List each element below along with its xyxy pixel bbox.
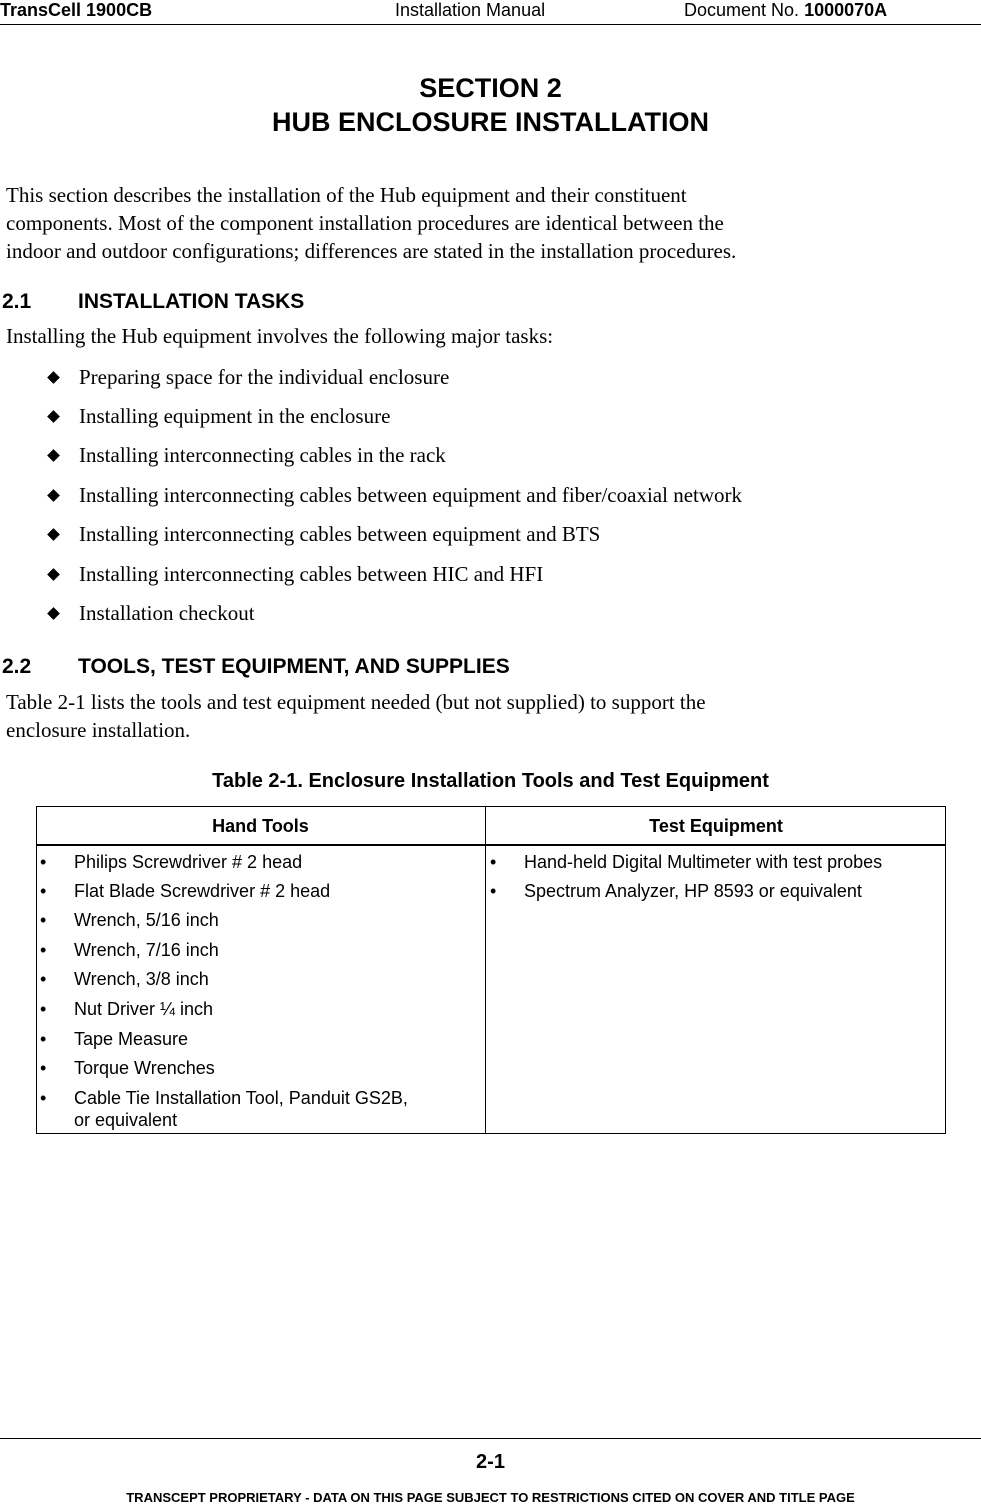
diamond-bullet-icon <box>47 528 60 541</box>
table-column-divider <box>485 806 486 1134</box>
intro-line: components. Most of the component installation procedures are identical between the <box>6 211 724 235</box>
header-rule <box>0 24 981 25</box>
diamond-bullet-icon <box>47 489 60 502</box>
diamond-bullet-icon <box>47 449 60 462</box>
lead-line: enclosure installation. <box>6 718 191 742</box>
header-document-number <box>684 0 887 22</box>
footer-rule <box>0 1438 981 1439</box>
intro-line: indoor and outdoor configurations; differences are stated in the installation procedures. <box>6 239 737 263</box>
doc-number-label: Document No. <box>684 0 805 20</box>
section-2-1-number: 2.1 <box>2 290 32 313</box>
table-caption: Table 2-1. Enclosure Installation Tools and Test Equipment <box>212 770 769 792</box>
proprietary-notice: TRANSCEPT PROPRIETARY - DATA ON THIS PAGE SUBJECT TO RESTRICTIONS CITED ON COVER AND TITLE PAGE <box>126 1490 855 1505</box>
section-title: HUB ENCLOSURE INSTALLATION <box>272 107 709 137</box>
table-header-test-equipment: Test Equipment <box>649 816 783 836</box>
diamond-bullet-icon <box>47 410 60 423</box>
diamond-bullet-icon <box>47 568 60 581</box>
intro-line: This section describes the installation of the Hub equipment and their constituent <box>6 183 687 207</box>
section-number-title: SECTION 2 <box>419 73 562 103</box>
header-product: TransCell 1900CB <box>0 0 153 20</box>
diamond-bullet-icon <box>47 371 60 384</box>
section-2-2-heading: TOOLS, TEST EQUIPMENT, AND SUPPLIES <box>78 655 510 678</box>
section-2-2-number: 2.2 <box>2 655 32 678</box>
intro-paragraph <box>6 181 966 265</box>
doc-number-value: 1000070A <box>804 0 888 20</box>
table-header-hand-tools: Hand Tools <box>212 816 309 836</box>
page-number: 2-1 <box>476 1451 505 1473</box>
header-manual-type: Installation Manual <box>395 0 546 20</box>
table-header-rule <box>36 844 946 846</box>
hand-tool-item-continuation: or equivalent <box>74 1110 178 1130</box>
section-2-1-heading: INSTALLATION TASKS <box>78 290 305 313</box>
lead-line: Table 2-1 lists the tools and test equipment needed (but not supplied) to support the <box>6 690 706 714</box>
section-2-2-lead <box>6 688 966 744</box>
section-2-1-lead: Installing the Hub equipment involves the following major tasks: <box>6 324 554 348</box>
diamond-bullet-icon <box>47 607 60 620</box>
